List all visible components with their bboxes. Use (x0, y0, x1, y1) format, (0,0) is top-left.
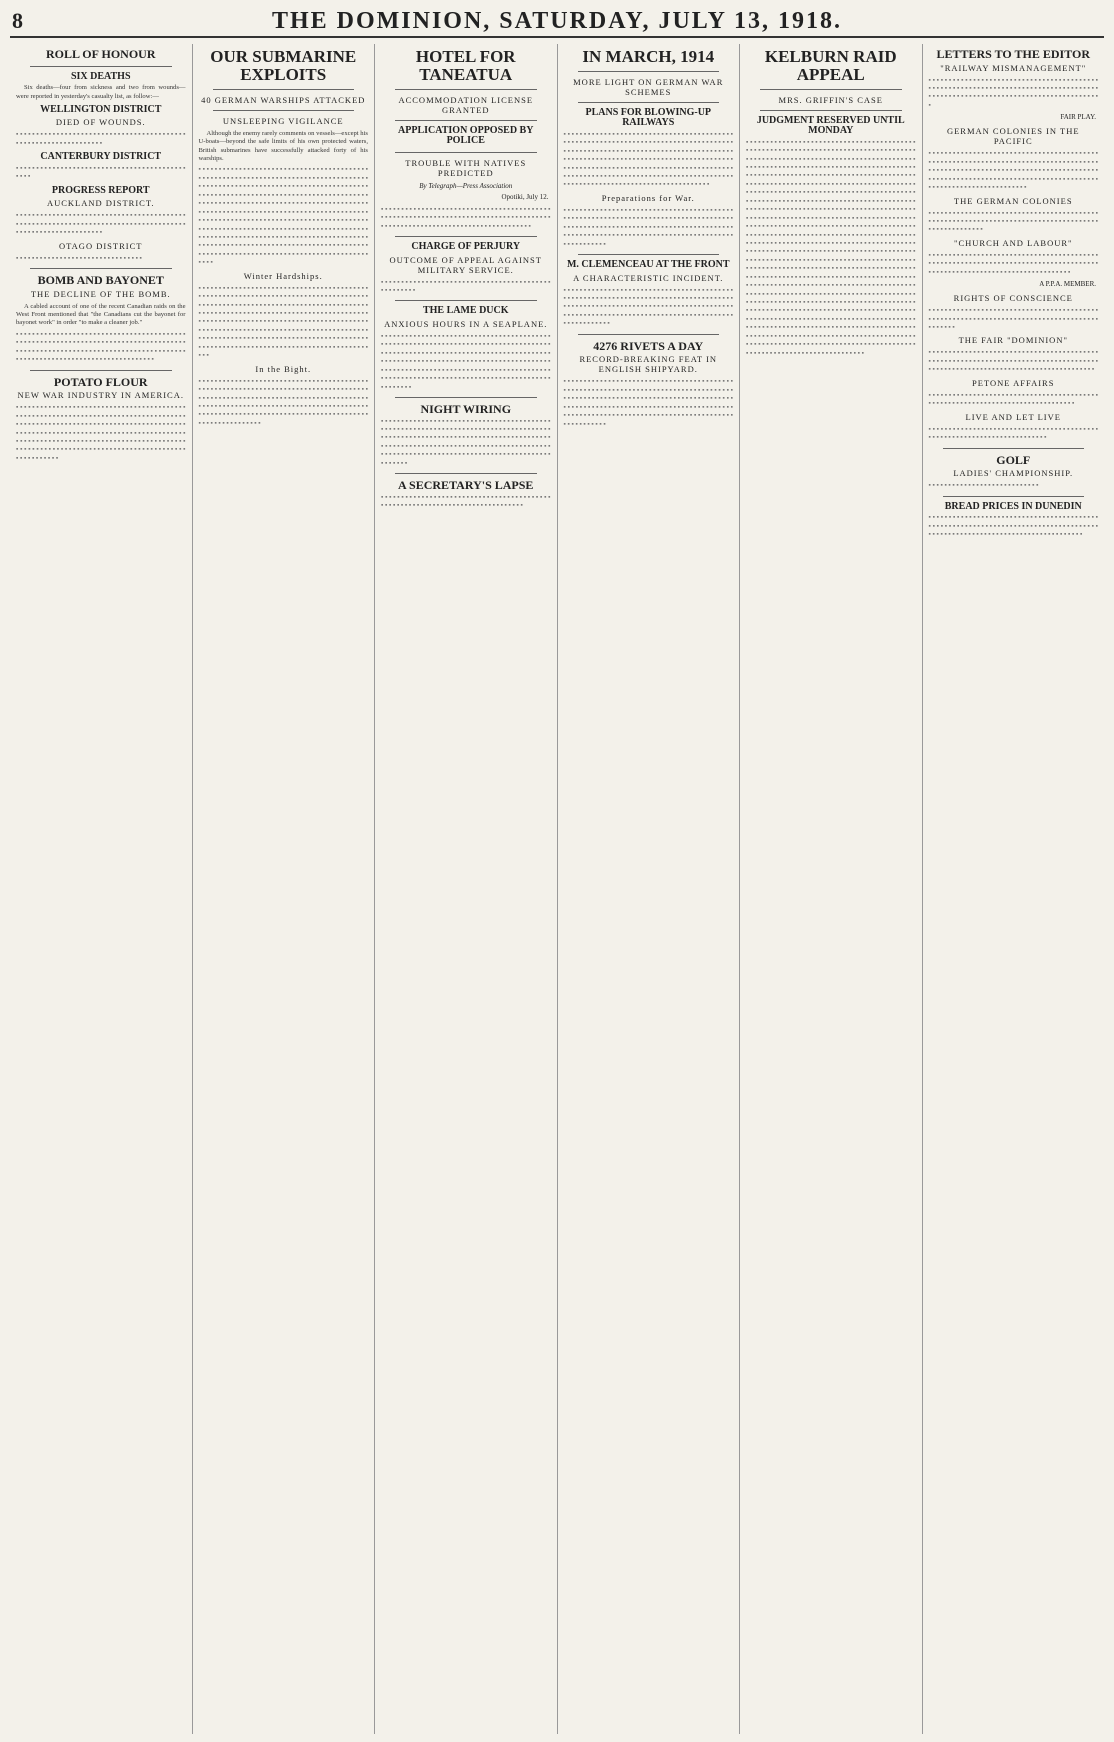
divider (30, 66, 172, 67)
letter-title: "CHURCH AND LABOUR" (953, 237, 1073, 248)
kelburn-article-body: ▪ ▪ ▪ ▪ ▪ ▪ ▪ ▪ ▪ ▪ ▪ ▪ ▪ ▪ ▪ ▪ ▪ ▪ ▪ ▪ ▪ ▪ ▪ ▪ ▪ ▪ ▪ ▪ ▪ ▪ ▪ ▪ ▪ ▪ ▪ ▪ ▪ ▪ ▪ ▪ ▪ ▪ ▪ ▪ ▪ ▪ ▪ ▪ ▪ ▪ ▪ ▪ ▪ ▪ ▪ ▪ ▪ ▪ ▪ ▪ ▪ ▪ ▪ ▪ ▪ ▪ ▪ ▪ ▪ ▪ ▪ ▪ ▪ ▪ ▪ ▪ ▪ ▪ ▪ ▪ ▪ ▪ ▪ ▪ ▪ ▪ ▪ ▪ ▪ ▪ ▪ ▪ ▪ ▪ ▪ ▪ ▪ ▪ ▪ ▪ ▪ ▪ ▪ ▪ ▪ ▪ ▪ ▪ ▪ ▪ ▪ ▪ ▪ ▪ ▪ ▪ ▪ ▪ ▪ ▪ ▪ ▪ ▪ ▪ ▪ ▪ ▪ ▪ ▪ ▪ ▪ ▪ ▪ ▪ ▪ ▪ ▪ ▪ ▪ ▪ ▪ ▪ ▪ ▪ ▪ ▪ ▪ ▪ ▪ ▪ ▪ ▪ ▪ ▪ ▪ ▪ ▪ ▪ ▪ ▪ ▪ ▪ ▪ ▪ ▪ ▪ ▪ ▪ ▪ ▪ ▪ ▪ ▪ ▪ ▪ ▪ ▪ ▪ ▪ ▪ ▪ ▪ ▪ ▪ ▪ ▪ ▪ ▪ ▪ ▪ ▪ ▪ ▪ ▪ ▪ ▪ ▪ ▪ ▪ ▪ ▪ ▪ ▪ ▪ ▪ ▪ ▪ ▪ ▪ ▪ ▪ ▪ ▪ ▪ ▪ ▪ ▪ ▪ ▪ ▪ ▪ ▪ ▪ ▪ ▪ ▪ ▪ ▪ ▪ ▪ ▪ ▪ ▪ ▪ ▪ ▪ ▪ ▪ ▪ ▪ ▪ ▪ ▪ ▪ ▪ ▪ ▪ ▪ ▪ ▪ ▪ ▪ ▪ ▪ ▪ ▪ ▪ ▪ ▪ ▪ ▪ ▪ ▪ ▪ ▪ ▪ ▪ ▪ ▪ ▪ ▪ ▪ ▪ ▪ ▪ ▪ ▪ ▪ ▪ ▪ ▪ ▪ ▪ ▪ ▪ ▪ ▪ ▪ ▪ ▪ ▪ ▪ ▪ ▪ ▪ ▪ ▪ ▪ ▪ ▪ ▪ ▪ ▪ ▪ ▪ ▪ ▪ ▪ ▪ ▪ ▪ ▪ ▪ ▪ ▪ ▪ ▪ ▪ ▪ ▪ ▪ ▪ ▪ ▪ ▪ ▪ ▪ ▪ ▪ ▪ ▪ ▪ ▪ ▪ ▪ ▪ ▪ ▪ ▪ ▪ ▪ ▪ ▪ ▪ ▪ ▪ ▪ ▪ ▪ ▪ ▪ ▪ ▪ ▪ ▪ ▪ ▪ ▪ ▪ ▪ ▪ ▪ ▪ ▪ ▪ ▪ ▪ ▪ ▪ ▪ ▪ ▪ ▪ ▪ ▪ ▪ ▪ ▪ ▪ ▪ ▪ ▪ ▪ ▪ ▪ ▪ ▪ ▪ ▪ ▪ ▪ ▪ ▪ ▪ ▪ ▪ ▪ ▪ ▪ ▪ ▪ ▪ ▪ ▪ ▪ ▪ ▪ ▪ ▪ ▪ ▪ ▪ ▪ ▪ ▪ ▪ ▪ ▪ ▪ ▪ ▪ ▪ ▪ ▪ ▪ ▪ ▪ ▪ ▪ ▪ ▪ ▪ ▪ ▪ ▪ ▪ ▪ ▪ ▪ ▪ ▪ ▪ ▪ ▪ ▪ ▪ ▪ ▪ ▪ ▪ ▪ ▪ ▪ ▪ ▪ ▪ ▪ ▪ ▪ ▪ ▪ ▪ ▪ ▪ ▪ ▪ ▪ ▪ ▪ ▪ ▪ ▪ ▪ ▪ ▪ ▪ ▪ ▪ ▪ ▪ ▪ ▪ ▪ ▪ ▪ ▪ ▪ ▪ ▪ ▪ ▪ ▪ ▪ ▪ ▪ ▪ ▪ ▪ ▪ ▪ ▪ ▪ ▪ ▪ ▪ ▪ ▪ ▪ ▪ ▪ ▪ ▪ ▪ ▪ ▪ ▪ ▪ ▪ ▪ ▪ ▪ ▪ ▪ ▪ ▪ ▪ ▪ ▪ ▪ ▪ ▪ ▪ ▪ ▪ ▪ ▪ ▪ ▪ ▪ ▪ ▪ ▪ ▪ ▪ ▪ ▪ ▪ ▪ ▪ ▪ ▪ ▪ ▪ ▪ ▪ ▪ ▪ ▪ ▪ ▪ ▪ ▪ ▪ ▪ ▪ ▪ ▪ ▪ ▪ ▪ ▪ ▪ ▪ ▪ ▪ ▪ ▪ ▪ ▪ ▪ ▪ ▪ ▪ ▪ ▪ ▪ ▪ ▪ ▪ ▪ ▪ ▪ ▪ ▪ ▪ ▪ ▪ ▪ ▪ ▪ ▪ ▪ ▪ ▪ ▪ ▪ ▪ ▪ ▪ ▪ ▪ ▪ ▪ ▪ ▪ ▪ ▪ ▪ ▪ ▪ ▪ ▪ ▪ ▪ ▪ ▪ ▪ ▪ ▪ ▪ ▪ ▪ ▪ ▪ ▪ ▪ ▪ ▪ ▪ ▪ ▪ ▪ ▪ ▪ ▪ ▪ ▪ ▪ ▪ ▪ ▪ ▪ ▪ ▪ ▪ ▪ ▪ ▪ ▪ ▪ ▪ ▪ ▪ ▪ ▪ ▪ ▪ ▪ ▪ ▪ ▪ ▪ ▪ ▪ ▪ ▪ ▪ ▪ ▪ ▪ ▪ ▪ ▪ ▪ ▪ ▪ ▪ ▪ ▪ ▪ ▪ ▪ ▪ ▪ ▪ ▪ ▪ ▪ ▪ ▪ ▪ ▪ ▪ ▪ ▪ ▪ ▪ ▪ ▪ ▪ ▪ ▪ ▪ ▪ ▪ ▪ ▪ ▪ ▪ ▪ ▪ ▪ ▪ ▪ ▪ ▪ ▪ ▪ ▪ ▪ ▪ ▪ ▪ ▪ ▪ ▪ ▪ ▪ ▪ ▪ ▪ ▪ ▪ ▪ ▪ ▪ ▪ ▪ ▪ ▪ ▪ ▪ ▪ ▪ ▪ ▪ ▪ ▪ ▪ ▪ ▪ ▪ ▪ ▪ ▪ ▪ ▪ ▪ ▪ ▪ ▪ ▪ ▪ ▪ ▪ ▪ ▪ ▪ ▪ ▪ ▪ ▪ ▪ ▪ ▪ ▪ ▪ ▪ ▪ ▪ ▪ ▪ ▪ ▪ ▪ ▪ ▪ ▪ ▪ ▪ ▪ ▪ ▪ ▪ ▪ ▪ ▪ ▪ ▪ ▪ ▪ ▪ ▪ ▪ ▪ ▪ ▪ ▪ ▪ ▪ ▪ ▪ ▪ ▪ ▪ ▪ ▪ ▪ ▪ ▪ ▪ ▪ ▪ ▪ ▪ ▪ ▪ ▪ ▪ ▪ ▪ ▪ ▪ ▪ ▪ ▪ ▪ ▪ ▪ ▪ ▪ ▪ ▪ ▪ ▪ ▪ ▪ ▪ ▪ ▪ ▪ ▪ ▪ ▪ ▪ ▪ ▪ ▪ ▪ ▪ ▪ ▪ ▪ ▪ ▪ ▪ ▪ ▪ ▪ ▪ ▪ ▪ ▪ ▪ ▪ ▪ ▪ ▪ ▪ ▪ ▪ ▪ ▪ ▪ ▪ ▪ ▪ ▪ ▪ ▪ ▪ ▪ ▪ ▪ ▪ ▪ ▪ ▪ ▪ ▪ ▪ ▪ ▪ ▪ ▪ ▪ ▪ ▪ ▪ ▪ ▪ ▪ ▪ ▪ ▪ ▪ ▪ ▪ ▪ ▪ ▪ ▪ ▪ ▪ ▪ ▪ ▪ ▪ ▪ ▪ ▪ ▪ ▪ ▪ ▪ ▪ ▪ ▪ ▪ ▪ ▪ ▪ ▪ ▪ ▪ ▪ ▪ ▪ ▪ ▪ ▪ ▪ ▪ ▪ ▪ ▪ ▪ ▪ ▪ ▪ ▪ ▪ ▪ ▪ ▪ ▪ ▪ ▪ ▪ ▪ ▪ ▪ ▪ ▪ ▪ ▪ ▪ ▪ ▪ ▪ ▪ ▪ ▪ ▪ ▪ ▪ ▪ ▪ ▪ ▪ ▪ ▪ ▪ ▪ ▪ ▪ ▪ ▪ ▪ ▪ ▪ ▪ ▪ ▪ ▪ ▪ ▪ ▪ ▪ ▪ ▪ ▪ ▪ ▪ ▪ ▪ ▪ ▪ ▪ ▪ ▪ ▪ ▪ ▪ ▪ ▪ ▪ ▪ ▪ ▪ ▪ ▪ ▪ ▪ ▪ ▪ ▪ ▪ ▪ ▪ ▪ ▪ ▪ ▪ ▪ ▪ ▪ ▪ ▪ ▪ ▪ ▪ ▪ ▪ ▪ ▪ ▪ ▪ ▪ ▪ ▪ ▪ ▪ ▪ ▪ ▪ ▪ ▪ ▪ ▪ (746, 138, 916, 357)
divider (395, 300, 537, 301)
rivets-subheading: RECORD-BREAKING FEAT IN ENGLISH SHIPYARD. (579, 354, 718, 375)
letter-body: ▪ ▪ ▪ ▪ ▪ ▪ ▪ ▪ ▪ ▪ ▪ ▪ ▪ ▪ ▪ ▪ ▪ ▪ ▪ ▪ ▪ ▪ ▪ ▪ ▪ ▪ ▪ ▪ ▪ ▪ ▪ ▪ ▪ ▪ ▪ ▪ ▪ ▪ ▪ ▪ ▪ ▪ ▪ ▪ ▪ ▪ ▪ ▪ ▪ ▪ ▪ ▪ ▪ ▪ ▪ ▪ ▪ ▪ ▪ ▪ ▪ ▪ ▪ ▪ ▪ ▪ ▪ ▪ ▪ ▪ ▪ ▪ ▪ ▪ ▪ ▪ ▪ ▪ ▪ ▪ ▪ ▪ ▪ ▪ ▪ ▪ ▪ ▪ ▪ ▪ ▪ ▪ ▪ ▪ ▪ ▪ ▪ ▪ ▪ ▪ ▪ ▪ ▪ ▪ ▪ ▪ ▪ ▪ ▪ ▪ ▪ ▪ ▪ ▪ ▪ ▪ ▪ ▪ ▪ ▪ ▪ ▪ ▪ ▪ ▪ ▪ ▪ ▪ ▪ ▪ ▪ ▪ ▪ ▪ ▪ ▪ ▪ ▪ ▪ ▪ ▪ ▪ ▪ ▪ ▪ ▪ ▪ ▪ ▪ ▪ ▪ ▪ ▪ ▪ ▪ ▪ ▪ ▪ ▪ ▪ ▪ ▪ ▪ ▪ ▪ ▪ ▪ ▪ ▪ ▪ ▪ ▪ ▪ ▪ ▪ ▪ ▪ ▪ ▪ ▪ ▪ ▪ ▪ ▪ ▪ ▪ ▪ ▪ ▪ ▪ ▪ ▪ ▪ (928, 150, 1098, 192)
divider (395, 152, 537, 153)
bomb-article-lead: A cabled account of one of the recent Canadian raids on the West Front mentioned that "the Canadians cut the bayonet for bayonet work" in order "to make a cleaner job." (16, 302, 186, 327)
divider (760, 89, 902, 90)
columns (10, 44, 1104, 1734)
kelburn-subheading-2: JUDGMENT RESERVED UNTIL MONDAY (756, 114, 905, 137)
potato-subheading: NEW WAR INDUSTRY IN AMERICA. (17, 390, 184, 401)
kelburn-raid-heading: KELBURN RAID APPEAL (764, 47, 897, 84)
kelburn-subheading-1: MRS. GRIFFIN'S CASE (778, 94, 883, 105)
submarine-article-body: ▪ ▪ ▪ ▪ ▪ ▪ ▪ ▪ ▪ ▪ ▪ ▪ ▪ ▪ ▪ ▪ ▪ ▪ ▪ ▪ ▪ ▪ ▪ ▪ ▪ ▪ ▪ ▪ ▪ ▪ ▪ ▪ ▪ ▪ ▪ ▪ ▪ ▪ ▪ ▪ ▪ ▪ ▪ ▪ ▪ ▪ ▪ ▪ ▪ ▪ ▪ ▪ ▪ ▪ ▪ ▪ ▪ ▪ ▪ ▪ ▪ ▪ ▪ ▪ ▪ ▪ ▪ ▪ ▪ ▪ ▪ ▪ ▪ ▪ ▪ ▪ ▪ ▪ ▪ ▪ ▪ ▪ ▪ ▪ ▪ ▪ ▪ ▪ ▪ ▪ ▪ ▪ ▪ ▪ ▪ ▪ ▪ ▪ ▪ ▪ ▪ ▪ ▪ ▪ ▪ ▪ ▪ ▪ ▪ ▪ ▪ ▪ ▪ ▪ ▪ ▪ ▪ ▪ ▪ ▪ ▪ ▪ ▪ ▪ ▪ ▪ ▪ ▪ ▪ ▪ ▪ ▪ ▪ ▪ ▪ ▪ ▪ ▪ ▪ ▪ ▪ ▪ ▪ ▪ ▪ ▪ ▪ ▪ ▪ ▪ ▪ ▪ ▪ ▪ ▪ ▪ ▪ ▪ ▪ ▪ ▪ ▪ ▪ ▪ ▪ ▪ ▪ ▪ ▪ ▪ ▪ ▪ ▪ ▪ ▪ ▪ ▪ ▪ ▪ ▪ ▪ ▪ ▪ ▪ ▪ ▪ ▪ ▪ ▪ ▪ ▪ ▪ ▪ ▪ ▪ ▪ ▪ ▪ ▪ ▪ ▪ ▪ ▪ ▪ ▪ ▪ ▪ ▪ ▪ ▪ ▪ ▪ ▪ ▪ ▪ ▪ ▪ ▪ ▪ ▪ ▪ ▪ ▪ ▪ ▪ ▪ ▪ ▪ ▪ ▪ ▪ ▪ ▪ ▪ ▪ ▪ ▪ ▪ ▪ ▪ ▪ ▪ ▪ ▪ ▪ ▪ ▪ ▪ ▪ ▪ ▪ ▪ ▪ ▪ ▪ ▪ ▪ ▪ ▪ ▪ ▪ ▪ ▪ ▪ ▪ ▪ ▪ ▪ ▪ ▪ ▪ ▪ ▪ ▪ ▪ ▪ ▪ ▪ ▪ ▪ ▪ ▪ ▪ ▪ ▪ ▪ ▪ ▪ ▪ ▪ ▪ ▪ ▪ ▪ ▪ ▪ ▪ ▪ ▪ ▪ ▪ ▪ ▪ ▪ ▪ ▪ ▪ ▪ ▪ ▪ ▪ ▪ ▪ ▪ ▪ ▪ ▪ ▪ ▪ ▪ ▪ ▪ ▪ ▪ ▪ ▪ ▪ ▪ ▪ ▪ ▪ ▪ ▪ ▪ ▪ ▪ ▪ ▪ ▪ (198, 284, 368, 360)
divider (395, 397, 537, 398)
taneatua-subheading-1: ACCOMMODATION LICENSE GRANTED (398, 94, 534, 115)
letter-body: ▪ ▪ ▪ ▪ ▪ ▪ ▪ ▪ ▪ ▪ ▪ ▪ ▪ ▪ ▪ ▪ ▪ ▪ ▪ ▪ ▪ ▪ ▪ ▪ ▪ ▪ ▪ ▪ ▪ ▪ ▪ ▪ ▪ ▪ ▪ ▪ ▪ ▪ ▪ ▪ ▪ ▪ ▪ ▪ ▪ ▪ ▪ ▪ ▪ ▪ ▪ ▪ ▪ ▪ ▪ ▪ ▪ ▪ ▪ ▪ ▪ ▪ ▪ ▪ ▪ ▪ ▪ ▪ ▪ ▪ ▪ ▪ ▪ ▪ ▪ ▪ ▪ ▪ ▪ ▪ ▪ ▪ ▪ ▪ ▪ ▪ ▪ ▪ ▪ ▪ ▪ ▪ ▪ ▪ ▪ ▪ ▪ ▪ ▪ ▪ ▪ ▪ ▪ ▪ ▪ ▪ ▪ ▪ ▪ ▪ ▪ ▪ ▪ ▪ ▪ ▪ ▪ ▪ ▪ ▪ ▪ ▪ ▪ ▪ ▪ ▪ (928, 349, 1098, 374)
divider (578, 71, 720, 72)
clemenceau-subheading: A CHARACTERISTIC INCIDENT. (573, 272, 724, 283)
divider (395, 89, 537, 90)
divider (395, 120, 537, 121)
letter-body: ▪ ▪ ▪ ▪ ▪ ▪ ▪ ▪ ▪ ▪ ▪ ▪ ▪ ▪ ▪ ▪ ▪ ▪ ▪ ▪ ▪ ▪ ▪ ▪ ▪ ▪ ▪ ▪ ▪ ▪ ▪ ▪ ▪ ▪ ▪ ▪ ▪ ▪ ▪ ▪ ▪ ▪ ▪ ▪ ▪ ▪ ▪ ▪ ▪ ▪ ▪ ▪ ▪ ▪ ▪ ▪ ▪ ▪ ▪ ▪ ▪ ▪ ▪ ▪ ▪ ▪ ▪ ▪ ▪ ▪ ▪ ▪ ▪ ▪ ▪ ▪ ▪ ▪ ▪ ▪ ▪ ▪ ▪ ▪ ▪ ▪ ▪ ▪ ▪ ▪ ▪ (928, 307, 1098, 332)
letter-title: "RAILWAY MISMANAGEMENT" (940, 62, 1087, 73)
otago-district-label: OTAGO DISTRICT (59, 240, 143, 251)
submarine-exploits-heading: OUR SUBMARINE EXPLOITS (210, 47, 357, 84)
divider (578, 102, 720, 103)
taneatua-hotel-heading: HOTEL FOR TANEATUA (415, 47, 516, 84)
march-1914-subheading-2: PLANS FOR BLOWING-UP RAILWAYS (585, 106, 712, 129)
progress-list-text: ▪ ▪ ▪ ▪ ▪ ▪ ▪ ▪ ▪ ▪ ▪ ▪ ▪ ▪ ▪ ▪ ▪ ▪ ▪ ▪ ▪ ▪ ▪ ▪ ▪ ▪ ▪ ▪ ▪ ▪ ▪ ▪ ▪ ▪ ▪ ▪ ▪ ▪ ▪ ▪ ▪ ▪ ▪ ▪ ▪ ▪ ▪ ▪ ▪ ▪ ▪ ▪ ▪ ▪ ▪ ▪ ▪ ▪ ▪ ▪ ▪ ▪ ▪ ▪ ▪ ▪ ▪ ▪ ▪ ▪ ▪ ▪ ▪ ▪ ▪ ▪ ▪ ▪ ▪ ▪ ▪ ▪ ▪ ▪ ▪ ▪ ▪ ▪ ▪ ▪ ▪ ▪ ▪ ▪ ▪ ▪ ▪ ▪ ▪ ▪ ▪ ▪ ▪ ▪ ▪ ▪ (16, 212, 186, 237)
divider (213, 89, 355, 90)
winter-hardships-subhead: Winter Hardships. (243, 270, 323, 281)
divider (578, 334, 720, 335)
golf-heading: GOLF (996, 452, 1031, 467)
submarine-subheading-2: UNSLEEPING VIGILANCE (222, 115, 344, 126)
march-1914-subheading-1: MORE LIGHT ON GERMAN WAR SCHEMES (573, 76, 724, 97)
died-of-wounds-label: DIED OF WOUNDS. (55, 117, 146, 128)
letter-body: ▪ ▪ ▪ ▪ ▪ ▪ ▪ ▪ ▪ ▪ ▪ ▪ ▪ ▪ ▪ ▪ ▪ ▪ ▪ ▪ ▪ ▪ ▪ ▪ ▪ ▪ ▪ ▪ ▪ ▪ ▪ ▪ ▪ ▪ ▪ ▪ ▪ ▪ ▪ ▪ ▪ ▪ ▪ ▪ ▪ ▪ ▪ ▪ ▪ ▪ ▪ ▪ ▪ ▪ ▪ ▪ ▪ ▪ ▪ ▪ ▪ ▪ ▪ ▪ ▪ ▪ ▪ ▪ ▪ ▪ ▪ ▪ (928, 425, 1098, 442)
clemenceau-heading: M. CLEMENCEAU AT THE FRONT (566, 259, 730, 271)
roll-intro: Six deaths—four from sickness and two from wounds—were reported in yesterday's casualty list, as follow:— (16, 84, 186, 100)
preparations-subhead: Preparations for War. (601, 192, 695, 203)
letter-body: ▪ ▪ ▪ ▪ ▪ ▪ ▪ ▪ ▪ ▪ ▪ ▪ ▪ ▪ ▪ ▪ ▪ ▪ ▪ ▪ ▪ ▪ ▪ ▪ ▪ ▪ ▪ ▪ ▪ ▪ ▪ ▪ ▪ ▪ ▪ ▪ ▪ ▪ ▪ ▪ ▪ ▪ ▪ ▪ ▪ ▪ ▪ ▪ ▪ ▪ ▪ ▪ ▪ ▪ ▪ ▪ ▪ ▪ ▪ ▪ ▪ ▪ ▪ ▪ ▪ ▪ ▪ ▪ ▪ ▪ ▪ ▪ ▪ ▪ ▪ ▪ ▪ ▪ ▪ ▪ ▪ ▪ ▪ ▪ ▪ ▪ ▪ ▪ ▪ ▪ ▪ ▪ ▪ ▪ ▪ ▪ ▪ ▪ (928, 209, 1098, 234)
night-wiring-heading: NIGHT WIRING (420, 401, 512, 416)
casualty-list-text: ▪ ▪ ▪ ▪ ▪ ▪ ▪ ▪ ▪ ▪ ▪ ▪ ▪ ▪ ▪ ▪ ▪ ▪ ▪ ▪ ▪ ▪ ▪ ▪ ▪ ▪ ▪ ▪ ▪ ▪ ▪ ▪ ▪ ▪ ▪ ▪ ▪ ▪ ▪ ▪ ▪ ▪ ▪ ▪ ▪ ▪ (16, 164, 186, 181)
night-wiring-article-body: ▪ ▪ ▪ ▪ ▪ ▪ ▪ ▪ ▪ ▪ ▪ ▪ ▪ ▪ ▪ ▪ ▪ ▪ ▪ ▪ ▪ ▪ ▪ ▪ ▪ ▪ ▪ ▪ ▪ ▪ ▪ ▪ ▪ ▪ ▪ ▪ ▪ ▪ ▪ ▪ ▪ ▪ ▪ ▪ ▪ ▪ ▪ ▪ ▪ ▪ ▪ ▪ ▪ ▪ ▪ ▪ ▪ ▪ ▪ ▪ ▪ ▪ ▪ ▪ ▪ ▪ ▪ ▪ ▪ ▪ ▪ ▪ ▪ ▪ ▪ ▪ ▪ ▪ ▪ ▪ ▪ ▪ ▪ ▪ ▪ ▪ ▪ ▪ ▪ ▪ ▪ ▪ ▪ ▪ ▪ ▪ ▪ ▪ ▪ ▪ ▪ ▪ ▪ ▪ ▪ ▪ ▪ ▪ ▪ ▪ ▪ ▪ ▪ ▪ ▪ ▪ ▪ ▪ ▪ ▪ ▪ ▪ ▪ ▪ ▪ ▪ ▪ ▪ ▪ ▪ ▪ ▪ ▪ ▪ ▪ ▪ ▪ ▪ ▪ ▪ ▪ ▪ ▪ ▪ ▪ ▪ ▪ ▪ ▪ ▪ ▪ ▪ ▪ ▪ ▪ ▪ ▪ ▪ ▪ ▪ ▪ ▪ ▪ ▪ ▪ ▪ ▪ ▪ ▪ ▪ ▪ ▪ ▪ ▪ ▪ ▪ ▪ ▪ ▪ ▪ ▪ ▪ ▪ ▪ ▪ ▪ ▪ ▪ ▪ ▪ ▪ ▪ ▪ ▪ ▪ ▪ ▪ ▪ ▪ ▪ ▪ ▪ ▪ ▪ ▪ ▪ ▪ ▪ ▪ ▪ ▪ ▪ ▪ ▪ ▪ ▪ ▪ (381, 417, 551, 467)
divider (30, 370, 172, 371)
divider (943, 496, 1085, 497)
bomb-article-body: ▪ ▪ ▪ ▪ ▪ ▪ ▪ ▪ ▪ ▪ ▪ ▪ ▪ ▪ ▪ ▪ ▪ ▪ ▪ ▪ ▪ ▪ ▪ ▪ ▪ ▪ ▪ ▪ ▪ ▪ ▪ ▪ ▪ ▪ ▪ ▪ ▪ ▪ ▪ ▪ ▪ ▪ ▪ ▪ ▪ ▪ ▪ ▪ ▪ ▪ ▪ ▪ ▪ ▪ ▪ ▪ ▪ ▪ ▪ ▪ ▪ ▪ ▪ ▪ ▪ ▪ ▪ ▪ ▪ ▪ ▪ ▪ ▪ ▪ ▪ ▪ ▪ ▪ ▪ ▪ ▪ ▪ ▪ ▪ ▪ ▪ ▪ ▪ ▪ ▪ ▪ ▪ ▪ ▪ ▪ ▪ ▪ ▪ ▪ ▪ ▪ ▪ ▪ ▪ ▪ ▪ ▪ ▪ ▪ ▪ ▪ ▪ ▪ ▪ ▪ ▪ ▪ ▪ ▪ ▪ ▪ ▪ ▪ ▪ ▪ ▪ ▪ ▪ ▪ ▪ ▪ ▪ ▪ ▪ ▪ ▪ ▪ ▪ ▪ ▪ ▪ ▪ ▪ ▪ ▪ ▪ ▪ ▪ ▪ ▪ ▪ ▪ ▪ ▪ ▪ ▪ ▪ ▪ ▪ ▪ ▪ (16, 330, 186, 364)
bomb-subheading: THE DECLINE OF THE BOMB. (30, 288, 171, 299)
taneatua-article-body: ▪ ▪ ▪ ▪ ▪ ▪ ▪ ▪ ▪ ▪ ▪ ▪ ▪ ▪ ▪ ▪ ▪ ▪ ▪ ▪ ▪ ▪ ▪ ▪ ▪ ▪ ▪ ▪ ▪ ▪ ▪ ▪ ▪ ▪ ▪ ▪ ▪ ▪ ▪ ▪ ▪ ▪ ▪ ▪ ▪ ▪ ▪ ▪ ▪ ▪ ▪ ▪ ▪ ▪ ▪ ▪ ▪ ▪ ▪ ▪ ▪ ▪ ▪ ▪ ▪ ▪ ▪ ▪ ▪ ▪ ▪ ▪ ▪ ▪ ▪ ▪ ▪ ▪ ▪ ▪ ▪ ▪ ▪ ▪ ▪ ▪ ▪ ▪ ▪ ▪ ▪ ▪ ▪ ▪ ▪ ▪ ▪ ▪ ▪ ▪ ▪ ▪ ▪ ▪ ▪ ▪ ▪ ▪ ▪ ▪ ▪ ▪ ▪ ▪ ▪ ▪ ▪ ▪ ▪ ▪ ▪ ▪ (381, 205, 551, 230)
perjury-heading: CHARGE OF PERJURY (411, 241, 521, 252)
taneatua-subheading-3: TROUBLE WITH NATIVES PREDICTED (405, 157, 527, 178)
letter-title: THE FAIR "DOMINION" (958, 335, 1068, 346)
divider (578, 254, 720, 255)
clemenceau-article-body: ▪ ▪ ▪ ▪ ▪ ▪ ▪ ▪ ▪ ▪ ▪ ▪ ▪ ▪ ▪ ▪ ▪ ▪ ▪ ▪ ▪ ▪ ▪ ▪ ▪ ▪ ▪ ▪ ▪ ▪ ▪ ▪ ▪ ▪ ▪ ▪ ▪ ▪ ▪ ▪ ▪ ▪ ▪ ▪ ▪ ▪ ▪ ▪ ▪ ▪ ▪ ▪ ▪ ▪ ▪ ▪ ▪ ▪ ▪ ▪ ▪ ▪ ▪ ▪ ▪ ▪ ▪ ▪ ▪ ▪ ▪ ▪ ▪ ▪ ▪ ▪ ▪ ▪ ▪ ▪ ▪ ▪ ▪ ▪ ▪ ▪ ▪ ▪ ▪ ▪ ▪ ▪ ▪ ▪ ▪ ▪ ▪ ▪ ▪ ▪ ▪ ▪ ▪ ▪ ▪ ▪ ▪ ▪ ▪ ▪ ▪ ▪ ▪ ▪ ▪ ▪ ▪ ▪ ▪ ▪ ▪ ▪ ▪ ▪ ▪ ▪ ▪ ▪ ▪ ▪ ▪ ▪ ▪ ▪ ▪ ▪ ▪ ▪ ▪ ▪ ▪ ▪ ▪ ▪ ▪ ▪ ▪ ▪ ▪ ▪ ▪ ▪ ▪ ▪ ▪ ▪ ▪ ▪ ▪ ▪ ▪ ▪ ▪ ▪ ▪ ▪ ▪ ▪ ▪ ▪ ▪ ▪ ▪ ▪ ▪ ▪ ▪ ▪ ▪ ▪ (563, 286, 733, 328)
march-1914-article-body: ▪ ▪ ▪ ▪ ▪ ▪ ▪ ▪ ▪ ▪ ▪ ▪ ▪ ▪ ▪ ▪ ▪ ▪ ▪ ▪ ▪ ▪ ▪ ▪ ▪ ▪ ▪ ▪ ▪ ▪ ▪ ▪ ▪ ▪ ▪ ▪ ▪ ▪ ▪ ▪ ▪ ▪ ▪ ▪ ▪ ▪ ▪ ▪ ▪ ▪ ▪ ▪ ▪ ▪ ▪ ▪ ▪ ▪ ▪ ▪ ▪ ▪ ▪ ▪ ▪ ▪ ▪ ▪ ▪ ▪ ▪ ▪ ▪ ▪ ▪ ▪ ▪ ▪ ▪ ▪ ▪ ▪ ▪ ▪ ▪ ▪ ▪ ▪ ▪ ▪ ▪ ▪ ▪ ▪ ▪ ▪ ▪ ▪ ▪ ▪ ▪ ▪ ▪ ▪ ▪ ▪ ▪ ▪ ▪ ▪ ▪ ▪ ▪ ▪ ▪ ▪ ▪ ▪ ▪ ▪ ▪ ▪ ▪ ▪ ▪ ▪ ▪ ▪ ▪ ▪ ▪ ▪ ▪ ▪ ▪ ▪ ▪ ▪ ▪ ▪ ▪ ▪ ▪ ▪ ▪ ▪ ▪ ▪ ▪ ▪ ▪ ▪ ▪ ▪ ▪ ▪ ▪ ▪ ▪ ▪ ▪ ▪ ▪ ▪ ▪ ▪ ▪ ▪ ▪ ▪ ▪ ▪ ▪ ▪ ▪ ▪ ▪ ▪ ▪ ▪ ▪ ▪ ▪ ▪ ▪ ▪ ▪ ▪ ▪ ▪ ▪ ▪ ▪ ▪ ▪ ▪ ▪ ▪ ▪ ▪ ▪ ▪ ▪ ▪ ▪ ▪ ▪ ▪ ▪ ▪ ▪ ▪ ▪ ▪ ▪ ▪ ▪ ▪ ▪ ▪ ▪ ▪ ▪ ▪ ▪ ▪ ▪ ▪ ▪ ▪ ▪ ▪ ▪ ▪ ▪ ▪ ▪ ▪ ▪ ▪ ▪ ▪ ▪ ▪ ▪ ▪ ▪ ▪ ▪ ▪ ▪ ▪ ▪ ▪ ▪ ▪ ▪ ▪ ▪ ▪ ▪ ▪ ▪ ▪ ▪ ▪ ▪ ▪ ▪ ▪ ▪ ▪ ▪ ▪ ▪ ▪ ▪ ▪ ▪ ▪ ▪ ▪ ▪ ▪ ▪ ▪ ▪ ▪ ▪ (563, 130, 733, 189)
bomb-and-bayonet-heading: BOMB AND BAYONET (37, 272, 164, 287)
lame-duck-subheading: ANXIOUS HOURS IN A SEAPLANE. (384, 318, 548, 329)
letter-title: PETONE AFFAIRS (972, 377, 1055, 388)
perjury-subheading: OUTCOME OF APPEAL AGAINST MILITARY SERVICE. (389, 254, 542, 275)
letter-signature: FAIR PLAY. (1060, 113, 1096, 122)
lame-duck-heading: THE LAME DUCK (422, 305, 509, 317)
column-2 (193, 44, 376, 1734)
golf-article-body: ▪ ▪ ▪ ▪ ▪ ▪ ▪ ▪ ▪ ▪ ▪ ▪ ▪ ▪ ▪ ▪ ▪ ▪ ▪ ▪ ▪ ▪ ▪ ▪ ▪ ▪ ▪ ▪ (928, 482, 1039, 490)
column-6 (923, 44, 1105, 1734)
march-1914-article-body: ▪ ▪ ▪ ▪ ▪ ▪ ▪ ▪ ▪ ▪ ▪ ▪ ▪ ▪ ▪ ▪ ▪ ▪ ▪ ▪ ▪ ▪ ▪ ▪ ▪ ▪ ▪ ▪ ▪ ▪ ▪ ▪ ▪ ▪ ▪ ▪ ▪ ▪ ▪ ▪ ▪ ▪ ▪ ▪ ▪ ▪ ▪ ▪ ▪ ▪ ▪ ▪ ▪ ▪ ▪ ▪ ▪ ▪ ▪ ▪ ▪ ▪ ▪ ▪ ▪ ▪ ▪ ▪ ▪ ▪ ▪ ▪ ▪ ▪ ▪ ▪ ▪ ▪ ▪ ▪ ▪ ▪ ▪ ▪ ▪ ▪ ▪ ▪ ▪ ▪ ▪ ▪ ▪ ▪ ▪ ▪ ▪ ▪ ▪ ▪ ▪ ▪ ▪ ▪ ▪ ▪ ▪ ▪ ▪ ▪ ▪ ▪ ▪ ▪ ▪ ▪ ▪ ▪ ▪ ▪ ▪ ▪ ▪ ▪ ▪ ▪ ▪ ▪ ▪ ▪ ▪ ▪ ▪ ▪ ▪ ▪ ▪ ▪ ▪ ▪ ▪ ▪ ▪ ▪ ▪ ▪ ▪ ▪ ▪ ▪ ▪ ▪ ▪ ▪ ▪ ▪ ▪ ▪ ▪ ▪ ▪ ▪ ▪ ▪ ▪ ▪ ▪ ▪ ▪ ▪ ▪ ▪ ▪ ▪ ▪ ▪ ▪ ▪ ▪ (563, 206, 733, 248)
letter-body: ▪ ▪ ▪ ▪ ▪ ▪ ▪ ▪ ▪ ▪ ▪ ▪ ▪ ▪ ▪ ▪ ▪ ▪ ▪ ▪ ▪ ▪ ▪ ▪ ▪ ▪ ▪ ▪ ▪ ▪ ▪ ▪ ▪ ▪ ▪ ▪ ▪ ▪ ▪ ▪ ▪ ▪ ▪ ▪ ▪ ▪ ▪ ▪ ▪ ▪ ▪ ▪ ▪ ▪ ▪ ▪ ▪ ▪ ▪ ▪ ▪ ▪ ▪ ▪ ▪ ▪ ▪ ▪ ▪ ▪ ▪ ▪ ▪ ▪ ▪ ▪ ▪ ▪ ▪ (928, 391, 1098, 408)
bread-prices-heading: BREAD PRICES IN DUNEDIN (944, 500, 1082, 512)
letters-to-editor-heading: LETTERS TO THE EDITOR (936, 47, 1090, 61)
masthead (10, 8, 1104, 38)
column-3 (375, 44, 558, 1734)
divider (943, 448, 1085, 449)
wellington-district-heading: WELLINGTON DISTRICT (40, 103, 162, 115)
letter-title: RIGHTS OF CONSCIENCE (953, 293, 1073, 304)
six-deaths-heading: SIX DEATHS (70, 70, 131, 82)
rivets-heading: 4276 RIVETS A DAY (593, 338, 704, 353)
letter-signature: A P.P.A. MEMBER. (1039, 280, 1096, 289)
letter-body: ▪ ▪ ▪ ▪ ▪ ▪ ▪ ▪ ▪ ▪ ▪ ▪ ▪ ▪ ▪ ▪ ▪ ▪ ▪ ▪ ▪ ▪ ▪ ▪ ▪ ▪ ▪ ▪ ▪ ▪ ▪ ▪ ▪ ▪ ▪ ▪ ▪ ▪ ▪ ▪ ▪ ▪ ▪ ▪ ▪ ▪ ▪ ▪ ▪ ▪ ▪ ▪ ▪ ▪ ▪ ▪ ▪ ▪ ▪ ▪ ▪ ▪ ▪ ▪ ▪ ▪ ▪ ▪ ▪ ▪ ▪ ▪ ▪ ▪ ▪ ▪ ▪ ▪ ▪ ▪ ▪ ▪ ▪ ▪ ▪ ▪ ▪ ▪ ▪ ▪ ▪ ▪ ▪ ▪ ▪ ▪ ▪ ▪ ▪ ▪ ▪ ▪ ▪ ▪ ▪ ▪ ▪ ▪ ▪ ▪ ▪ ▪ ▪ ▪ ▪ ▪ ▪ ▪ ▪ ▪ (928, 251, 1098, 276)
divider (395, 236, 537, 237)
secretarys-lapse-heading: A SECRETARY'S LAPSE (398, 478, 534, 493)
submarine-article-lead: Although the enemy rarely comments on vessels—except his U-boats—beyond the safe limits of his own protected waters, British submarines have successfully attacked forty of his warships. (198, 129, 368, 162)
march-1914-heading: IN MARCH, 1914 (582, 47, 715, 66)
divider (760, 110, 902, 111)
in-the-bight-subhead: In the Bight. (255, 363, 312, 374)
golf-subheading: LADIES' CHAMPIONSHIP. (953, 468, 1074, 479)
lame-duck-article-body: ▪ ▪ ▪ ▪ ▪ ▪ ▪ ▪ ▪ ▪ ▪ ▪ ▪ ▪ ▪ ▪ ▪ ▪ ▪ ▪ ▪ ▪ ▪ ▪ ▪ ▪ ▪ ▪ ▪ ▪ ▪ ▪ ▪ ▪ ▪ ▪ ▪ ▪ ▪ ▪ ▪ ▪ ▪ ▪ ▪ ▪ ▪ ▪ ▪ ▪ ▪ ▪ ▪ ▪ ▪ ▪ ▪ ▪ ▪ ▪ ▪ ▪ ▪ ▪ ▪ ▪ ▪ ▪ ▪ ▪ ▪ ▪ ▪ ▪ ▪ ▪ ▪ ▪ ▪ ▪ ▪ ▪ ▪ ▪ ▪ ▪ ▪ ▪ ▪ ▪ ▪ ▪ ▪ ▪ ▪ ▪ ▪ ▪ ▪ ▪ ▪ ▪ ▪ ▪ ▪ ▪ ▪ ▪ ▪ ▪ ▪ ▪ ▪ ▪ ▪ ▪ ▪ ▪ ▪ ▪ ▪ ▪ ▪ ▪ ▪ ▪ ▪ ▪ ▪ ▪ ▪ ▪ ▪ ▪ ▪ ▪ ▪ ▪ ▪ ▪ ▪ ▪ ▪ ▪ ▪ ▪ ▪ ▪ ▪ ▪ ▪ ▪ ▪ ▪ ▪ ▪ ▪ ▪ ▪ ▪ ▪ ▪ ▪ ▪ ▪ ▪ ▪ ▪ ▪ ▪ ▪ ▪ ▪ ▪ ▪ ▪ ▪ ▪ ▪ ▪ ▪ ▪ ▪ ▪ ▪ ▪ ▪ ▪ ▪ ▪ ▪ ▪ ▪ ▪ ▪ ▪ ▪ ▪ ▪ ▪ ▪ ▪ ▪ ▪ ▪ ▪ ▪ ▪ ▪ ▪ ▪ ▪ ▪ ▪ ▪ ▪ ▪ ▪ ▪ ▪ ▪ ▪ ▪ ▪ ▪ ▪ ▪ ▪ ▪ ▪ ▪ ▪ ▪ ▪ ▪ ▪ ▪ ▪ ▪ ▪ ▪ ▪ ▪ ▪ ▪ ▪ ▪ ▪ ▪ ▪ ▪ ▪ ▪ ▪ ▪ ▪ ▪ ▪ ▪ ▪ (381, 332, 551, 391)
submarine-article-body: ▪ ▪ ▪ ▪ ▪ ▪ ▪ ▪ ▪ ▪ ▪ ▪ ▪ ▪ ▪ ▪ ▪ ▪ ▪ ▪ ▪ ▪ ▪ ▪ ▪ ▪ ▪ ▪ ▪ ▪ ▪ ▪ ▪ ▪ ▪ ▪ ▪ ▪ ▪ ▪ ▪ ▪ ▪ ▪ ▪ ▪ ▪ ▪ ▪ ▪ ▪ ▪ ▪ ▪ ▪ ▪ ▪ ▪ ▪ ▪ ▪ ▪ ▪ ▪ ▪ ▪ ▪ ▪ ▪ ▪ ▪ ▪ ▪ ▪ ▪ ▪ ▪ ▪ ▪ ▪ ▪ ▪ ▪ ▪ ▪ ▪ ▪ ▪ ▪ ▪ ▪ ▪ ▪ ▪ ▪ ▪ ▪ ▪ ▪ ▪ ▪ ▪ ▪ ▪ ▪ ▪ ▪ ▪ ▪ ▪ ▪ ▪ ▪ ▪ ▪ ▪ ▪ ▪ ▪ ▪ ▪ ▪ ▪ ▪ ▪ ▪ ▪ ▪ ▪ ▪ ▪ ▪ ▪ ▪ ▪ ▪ ▪ ▪ ▪ ▪ ▪ ▪ ▪ ▪ ▪ ▪ ▪ ▪ ▪ ▪ ▪ ▪ ▪ ▪ ▪ ▪ ▪ ▪ ▪ ▪ ▪ ▪ ▪ ▪ ▪ ▪ ▪ ▪ ▪ ▪ ▪ ▪ ▪ ▪ ▪ ▪ ▪ ▪ ▪ ▪ ▪ ▪ ▪ ▪ ▪ ▪ ▪ ▪ ▪ ▪ ▪ ▪ ▪ ▪ ▪ ▪ ▪ ▪ ▪ ▪ ▪ ▪ ▪ ▪ ▪ ▪ ▪ ▪ ▪ ▪ ▪ ▪ ▪ ▪ ▪ ▪ ▪ ▪ ▪ ▪ ▪ ▪ ▪ ▪ ▪ ▪ ▪ ▪ ▪ ▪ ▪ ▪ ▪ ▪ ▪ ▪ ▪ ▪ ▪ ▪ ▪ ▪ ▪ ▪ ▪ ▪ ▪ ▪ ▪ ▪ ▪ ▪ ▪ ▪ ▪ ▪ ▪ ▪ ▪ ▪ ▪ ▪ ▪ ▪ ▪ ▪ ▪ ▪ ▪ ▪ ▪ ▪ ▪ ▪ ▪ ▪ ▪ ▪ ▪ ▪ ▪ ▪ ▪ ▪ ▪ ▪ ▪ ▪ ▪ ▪ ▪ ▪ ▪ ▪ ▪ ▪ ▪ ▪ ▪ ▪ ▪ ▪ ▪ ▪ ▪ ▪ ▪ ▪ ▪ ▪ ▪ ▪ ▪ ▪ ▪ ▪ ▪ ▪ ▪ ▪ ▪ ▪ ▪ ▪ ▪ ▪ ▪ ▪ ▪ ▪ ▪ ▪ ▪ ▪ ▪ ▪ ▪ ▪ ▪ ▪ ▪ ▪ ▪ ▪ ▪ ▪ ▪ ▪ ▪ ▪ ▪ ▪ ▪ ▪ ▪ ▪ ▪ ▪ ▪ ▪ ▪ ▪ ▪ ▪ ▪ ▪ ▪ ▪ ▪ ▪ ▪ ▪ ▪ ▪ ▪ ▪ ▪ ▪ ▪ ▪ ▪ ▪ ▪ ▪ ▪ ▪ ▪ ▪ ▪ ▪ ▪ ▪ ▪ ▪ ▪ ▪ ▪ ▪ ▪ ▪ ▪ ▪ ▪ ▪ ▪ ▪ ▪ ▪ ▪ ▪ ▪ ▪ ▪ ▪ ▪ ▪ ▪ ▪ ▪ ▪ ▪ ▪ ▪ ▪ ▪ ▪ ▪ ▪ ▪ ▪ ▪ ▪ ▪ ▪ ▪ ▪ ▪ ▪ ▪ ▪ ▪ ▪ ▪ ▪ ▪ ▪ ▪ ▪ ▪ ▪ ▪ ▪ ▪ ▪ ▪ ▪ ▪ ▪ ▪ ▪ ▪ ▪ ▪ ▪ ▪ ▪ (198, 166, 368, 267)
roll-of-honour-heading: ROLL OF HONOUR (45, 47, 156, 61)
progress-report-heading: PROGRESS REPORT (51, 184, 150, 196)
auckland-district-label: AUCKLAND DISTRICT. (46, 198, 155, 209)
canterbury-district-heading: CANTERBURY DISTRICT (40, 151, 162, 163)
perjury-article-body: ▪ ▪ ▪ ▪ ▪ ▪ ▪ ▪ ▪ ▪ ▪ ▪ ▪ ▪ ▪ ▪ ▪ ▪ ▪ ▪ ▪ ▪ ▪ ▪ ▪ ▪ ▪ ▪ ▪ ▪ ▪ ▪ ▪ ▪ ▪ ▪ ▪ ▪ ▪ ▪ ▪ ▪ ▪ ▪ ▪ ▪ ▪ ▪ ▪ ▪ ▪ (381, 278, 551, 294)
column-1 (10, 44, 193, 1734)
potato-flour-heading: POTATO FLOUR (53, 374, 148, 389)
press-credit: By Telegraph—Press Association (419, 181, 513, 190)
submarine-subheading-1: 40 GERMAN WARSHIPS ATTACKED (201, 94, 366, 105)
divider (213, 110, 355, 111)
rivets-article-body: ▪ ▪ ▪ ▪ ▪ ▪ ▪ ▪ ▪ ▪ ▪ ▪ ▪ ▪ ▪ ▪ ▪ ▪ ▪ ▪ ▪ ▪ ▪ ▪ ▪ ▪ ▪ ▪ ▪ ▪ ▪ ▪ ▪ ▪ ▪ ▪ ▪ ▪ ▪ ▪ ▪ ▪ ▪ ▪ ▪ ▪ ▪ ▪ ▪ ▪ ▪ ▪ ▪ ▪ ▪ ▪ ▪ ▪ ▪ ▪ ▪ ▪ ▪ ▪ ▪ ▪ ▪ ▪ ▪ ▪ ▪ ▪ ▪ ▪ ▪ ▪ ▪ ▪ ▪ ▪ ▪ ▪ ▪ ▪ ▪ ▪ ▪ ▪ ▪ ▪ ▪ ▪ ▪ ▪ ▪ ▪ ▪ ▪ ▪ ▪ ▪ ▪ ▪ ▪ ▪ ▪ ▪ ▪ ▪ ▪ ▪ ▪ ▪ ▪ ▪ ▪ ▪ ▪ ▪ ▪ ▪ ▪ ▪ ▪ ▪ ▪ ▪ ▪ ▪ ▪ ▪ ▪ ▪ ▪ ▪ ▪ ▪ ▪ ▪ ▪ ▪ ▪ ▪ ▪ ▪ ▪ ▪ ▪ ▪ ▪ ▪ ▪ ▪ ▪ ▪ ▪ ▪ ▪ ▪ ▪ ▪ ▪ ▪ ▪ ▪ ▪ ▪ ▪ ▪ ▪ ▪ ▪ ▪ ▪ ▪ ▪ ▪ ▪ ▪ ▪ ▪ ▪ ▪ ▪ ▪ ▪ ▪ ▪ ▪ ▪ ▪ ▪ ▪ ▪ ▪ ▪ ▪ ▪ ▪ ▪ ▪ ▪ ▪ ▪ ▪ ▪ ▪ ▪ ▪ ▪ ▪ ▪ ▪ ▪ ▪ ▪ ▪ ▪ ▪ ▪ ▪ (563, 378, 733, 428)
progress-list-text: ▪ ▪ ▪ ▪ ▪ ▪ ▪ ▪ ▪ ▪ ▪ ▪ ▪ ▪ ▪ ▪ ▪ ▪ ▪ ▪ ▪ ▪ ▪ ▪ ▪ ▪ ▪ ▪ ▪ ▪ ▪ ▪ (16, 254, 142, 262)
newspaper-title: THE DOMINION, SATURDAY, JULY 13, 1918. (271, 8, 843, 34)
potato-article-body: ▪ ▪ ▪ ▪ ▪ ▪ ▪ ▪ ▪ ▪ ▪ ▪ ▪ ▪ ▪ ▪ ▪ ▪ ▪ ▪ ▪ ▪ ▪ ▪ ▪ ▪ ▪ ▪ ▪ ▪ ▪ ▪ ▪ ▪ ▪ ▪ ▪ ▪ ▪ ▪ ▪ ▪ ▪ ▪ ▪ ▪ ▪ ▪ ▪ ▪ ▪ ▪ ▪ ▪ ▪ ▪ ▪ ▪ ▪ ▪ ▪ ▪ ▪ ▪ ▪ ▪ ▪ ▪ ▪ ▪ ▪ ▪ ▪ ▪ ▪ ▪ ▪ ▪ ▪ ▪ ▪ ▪ ▪ ▪ ▪ ▪ ▪ ▪ ▪ ▪ ▪ ▪ ▪ ▪ ▪ ▪ ▪ ▪ ▪ ▪ ▪ ▪ ▪ ▪ ▪ ▪ ▪ ▪ ▪ ▪ ▪ ▪ ▪ ▪ ▪ ▪ ▪ ▪ ▪ ▪ ▪ ▪ ▪ ▪ ▪ ▪ ▪ ▪ ▪ ▪ ▪ ▪ ▪ ▪ ▪ ▪ ▪ ▪ ▪ ▪ ▪ ▪ ▪ ▪ ▪ ▪ ▪ ▪ ▪ ▪ ▪ ▪ ▪ ▪ ▪ ▪ ▪ ▪ ▪ ▪ ▪ ▪ ▪ ▪ ▪ ▪ ▪ ▪ ▪ ▪ ▪ ▪ ▪ ▪ ▪ ▪ ▪ ▪ ▪ ▪ ▪ ▪ ▪ ▪ ▪ ▪ ▪ ▪ ▪ ▪ ▪ ▪ ▪ ▪ ▪ ▪ ▪ ▪ ▪ ▪ ▪ ▪ ▪ ▪ ▪ ▪ ▪ ▪ ▪ ▪ ▪ ▪ ▪ ▪ ▪ ▪ ▪ ▪ ▪ ▪ ▪ ▪ ▪ ▪ ▪ ▪ ▪ ▪ ▪ ▪ ▪ ▪ ▪ ▪ ▪ ▪ ▪ ▪ ▪ ▪ ▪ ▪ ▪ ▪ ▪ ▪ ▪ ▪ ▪ ▪ ▪ ▪ ▪ ▪ ▪ ▪ ▪ ▪ ▪ ▪ ▪ ▪ ▪ (16, 404, 186, 462)
taneatua-subheading-2: APPLICATION OPPOSED BY POLICE (398, 124, 534, 147)
column-4 (558, 44, 741, 1734)
bread-prices-article-body: ▪ ▪ ▪ ▪ ▪ ▪ ▪ ▪ ▪ ▪ ▪ ▪ ▪ ▪ ▪ ▪ ▪ ▪ ▪ ▪ ▪ ▪ ▪ ▪ ▪ ▪ ▪ ▪ ▪ ▪ ▪ ▪ ▪ ▪ ▪ ▪ ▪ ▪ ▪ ▪ ▪ ▪ ▪ ▪ ▪ ▪ ▪ ▪ ▪ ▪ ▪ ▪ ▪ ▪ ▪ ▪ ▪ ▪ ▪ ▪ ▪ ▪ ▪ ▪ ▪ ▪ ▪ ▪ ▪ ▪ ▪ ▪ ▪ ▪ ▪ ▪ ▪ ▪ ▪ ▪ ▪ ▪ ▪ ▪ ▪ ▪ ▪ ▪ ▪ ▪ ▪ ▪ ▪ ▪ ▪ ▪ ▪ ▪ ▪ ▪ ▪ ▪ ▪ ▪ ▪ ▪ ▪ ▪ ▪ ▪ ▪ ▪ ▪ ▪ ▪ ▪ ▪ ▪ ▪ ▪ ▪ ▪ ▪ (928, 514, 1098, 538)
letter-body: ▪ ▪ ▪ ▪ ▪ ▪ ▪ ▪ ▪ ▪ ▪ ▪ ▪ ▪ ▪ ▪ ▪ ▪ ▪ ▪ ▪ ▪ ▪ ▪ ▪ ▪ ▪ ▪ ▪ ▪ ▪ ▪ ▪ ▪ ▪ ▪ ▪ ▪ ▪ ▪ ▪ ▪ ▪ ▪ ▪ ▪ ▪ ▪ ▪ ▪ ▪ ▪ ▪ ▪ ▪ ▪ ▪ ▪ ▪ ▪ ▪ ▪ ▪ ▪ ▪ ▪ ▪ ▪ ▪ ▪ ▪ ▪ ▪ ▪ ▪ ▪ ▪ ▪ ▪ ▪ ▪ ▪ ▪ ▪ ▪ ▪ ▪ ▪ ▪ ▪ ▪ ▪ ▪ ▪ ▪ ▪ ▪ ▪ ▪ ▪ ▪ ▪ ▪ ▪ ▪ ▪ ▪ ▪ ▪ ▪ ▪ ▪ ▪ ▪ ▪ ▪ ▪ ▪ ▪ ▪ ▪ ▪ ▪ ▪ ▪ ▪ ▪ (928, 76, 1098, 109)
page-number: 8 (12, 8, 23, 33)
letter-title: THE GERMAN COLONIES (953, 195, 1073, 206)
divider (30, 268, 172, 269)
secretarys-lapse-article-body: ▪ ▪ ▪ ▪ ▪ ▪ ▪ ▪ ▪ ▪ ▪ ▪ ▪ ▪ ▪ ▪ ▪ ▪ ▪ ▪ ▪ ▪ ▪ ▪ ▪ ▪ ▪ ▪ ▪ ▪ ▪ ▪ ▪ ▪ ▪ ▪ ▪ ▪ ▪ ▪ ▪ ▪ ▪ ▪ ▪ ▪ ▪ ▪ ▪ ▪ ▪ ▪ ▪ ▪ ▪ ▪ ▪ ▪ ▪ ▪ ▪ ▪ ▪ ▪ ▪ ▪ ▪ ▪ ▪ ▪ ▪ ▪ ▪ ▪ ▪ ▪ ▪ ▪ (381, 493, 551, 510)
column-5 (740, 44, 923, 1734)
casualty-list-text: ▪ ▪ ▪ ▪ ▪ ▪ ▪ ▪ ▪ ▪ ▪ ▪ ▪ ▪ ▪ ▪ ▪ ▪ ▪ ▪ ▪ ▪ ▪ ▪ ▪ ▪ ▪ ▪ ▪ ▪ ▪ ▪ ▪ ▪ ▪ ▪ ▪ ▪ ▪ ▪ ▪ ▪ ▪ ▪ ▪ ▪ ▪ ▪ ▪ ▪ ▪ ▪ ▪ ▪ ▪ ▪ ▪ ▪ ▪ ▪ ▪ ▪ ▪ ▪ (16, 131, 186, 147)
submarine-article-body: ▪ ▪ ▪ ▪ ▪ ▪ ▪ ▪ ▪ ▪ ▪ ▪ ▪ ▪ ▪ ▪ ▪ ▪ ▪ ▪ ▪ ▪ ▪ ▪ ▪ ▪ ▪ ▪ ▪ ▪ ▪ ▪ ▪ ▪ ▪ ▪ ▪ ▪ ▪ ▪ ▪ ▪ ▪ ▪ ▪ ▪ ▪ ▪ ▪ ▪ ▪ ▪ ▪ ▪ ▪ ▪ ▪ ▪ ▪ ▪ ▪ ▪ ▪ ▪ ▪ ▪ ▪ ▪ ▪ ▪ ▪ ▪ ▪ ▪ ▪ ▪ ▪ ▪ ▪ ▪ ▪ ▪ ▪ ▪ ▪ ▪ ▪ ▪ ▪ ▪ ▪ ▪ ▪ ▪ ▪ ▪ ▪ ▪ ▪ ▪ ▪ ▪ ▪ ▪ ▪ ▪ ▪ ▪ ▪ ▪ ▪ ▪ ▪ ▪ ▪ ▪ ▪ ▪ ▪ ▪ ▪ ▪ ▪ ▪ ▪ ▪ ▪ ▪ ▪ ▪ ▪ ▪ ▪ ▪ ▪ ▪ ▪ ▪ ▪ ▪ ▪ ▪ ▪ ▪ ▪ ▪ ▪ ▪ ▪ ▪ ▪ ▪ ▪ ▪ ▪ ▪ ▪ ▪ ▪ ▪ ▪ ▪ ▪ ▪ ▪ ▪ ▪ ▪ ▪ ▪ ▪ ▪ ▪ ▪ ▪ ▪ ▪ ▪ ▪ ▪ ▪ ▪ ▪ ▪ ▪ ▪ ▪ ▪ ▪ ▪ ▪ ▪ ▪ ▪ ▪ ▪ ▪ ▪ ▪ ▪ ▪ ▪ ▪ ▪ ▪ ▪ ▪ ▪ ▪ ▪ ▪ ▪ ▪ ▪ ▪ ▪ ▪ ▪ ▪ ▪ ▪ ▪ ▪ ▪ ▪ ▪ (198, 377, 368, 427)
divider (395, 473, 537, 474)
dateline: Opotiki, July 12. (501, 192, 549, 201)
letter-title: LIVE AND LET LIVE (965, 411, 1061, 422)
letter-title: GERMAN COLONIES IN THE PACIFIC (946, 126, 1080, 147)
